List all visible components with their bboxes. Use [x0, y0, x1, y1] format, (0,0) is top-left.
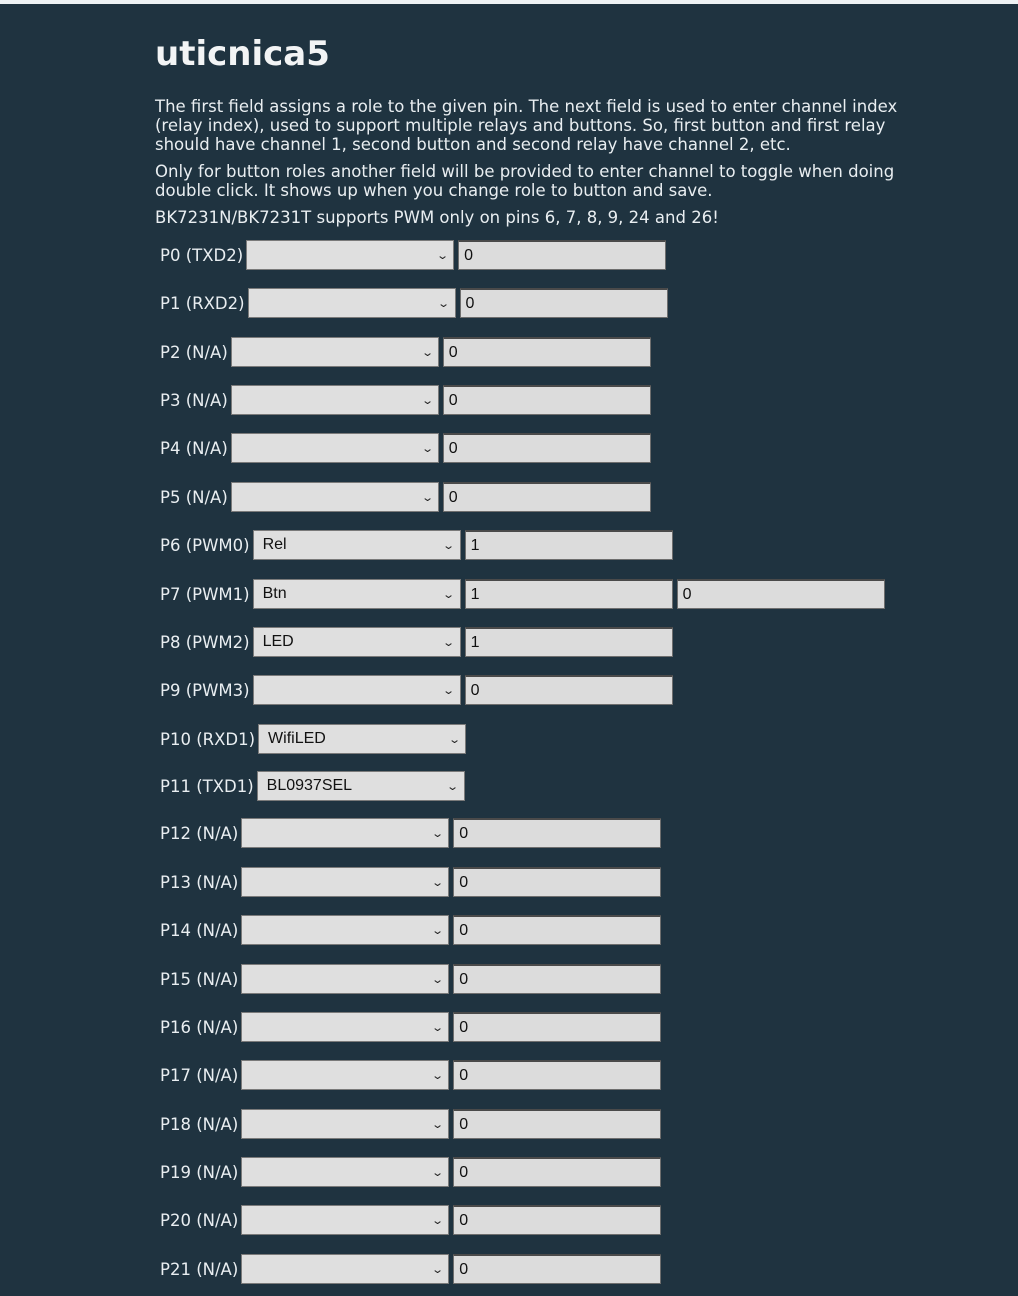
pin-row-p12	[160, 818, 665, 848]
chevron-down-icon: ⌄	[437, 297, 451, 310]
selected-role: Rel	[262, 536, 287, 553]
pin-label: P15 (N/A)	[160, 969, 239, 989]
pin-role-select[interactable]	[253, 579, 461, 609]
pin-label: P16 (N/A)	[160, 1017, 239, 1037]
chevron-down-icon: ⌄	[420, 491, 434, 504]
pin-role-select[interactable]	[241, 1109, 449, 1139]
pin-channel-input[interactable]: 0	[453, 1109, 661, 1139]
selected-role: WifiLED	[268, 730, 326, 747]
pin-label: P19 (N/A)	[160, 1162, 239, 1182]
pin-channel-input[interactable]: 0	[458, 240, 666, 270]
pin-role-select[interactable]	[241, 1205, 449, 1235]
pin-channel-input[interactable]: 0	[453, 915, 661, 945]
chevron-down-icon: ⌄	[431, 1069, 445, 1082]
pin-row-p7	[160, 579, 889, 609]
pin-label: P20 (N/A)	[160, 1210, 239, 1230]
pin-role-select[interactable]	[258, 724, 466, 754]
page-title: uticnica5	[155, 34, 330, 74]
pin-channel-input[interactable]: 0	[443, 433, 651, 463]
pin-row-p6	[160, 530, 677, 560]
pin-role-select[interactable]	[231, 482, 439, 512]
pin-label: P17 (N/A)	[160, 1065, 239, 1085]
chevron-down-icon: ⌄	[431, 1214, 445, 1227]
pin-row-p18	[160, 1109, 665, 1139]
pin-row-p16	[160, 1012, 665, 1042]
pin-row-p21	[160, 1254, 665, 1284]
chevron-down-icon: ⌄	[431, 973, 445, 986]
pin-label: P8 (PWM2)	[160, 632, 250, 652]
pin-label: P4 (N/A)	[160, 438, 228, 458]
pin-row-p8	[160, 627, 677, 657]
pin-role-select[interactable]	[231, 385, 439, 415]
pin-channel-input[interactable]: 0	[453, 964, 661, 994]
pin-channel-input[interactable]: 0	[460, 288, 668, 318]
chevron-down-icon: ⌄	[442, 636, 456, 649]
pin-role-select[interactable]	[241, 915, 449, 945]
pin-row-p2	[160, 337, 655, 367]
chevron-down-icon: ⌄	[442, 684, 456, 697]
selected-role: BL0937SEL	[266, 777, 353, 794]
pin-role-select[interactable]	[257, 771, 465, 801]
selected-role: LED	[262, 633, 294, 650]
pin-label: P6 (PWM0)	[160, 535, 250, 555]
pin-role-select[interactable]	[231, 337, 439, 367]
pin-channel-input[interactable]: 0	[443, 482, 651, 512]
pin-label: P14 (N/A)	[160, 920, 239, 940]
pin-role-select[interactable]	[246, 240, 454, 270]
chevron-down-icon: ⌄	[436, 249, 449, 262]
pin-role-select[interactable]	[253, 530, 461, 560]
chevron-down-icon: ⌄	[442, 588, 456, 601]
pin-label: P5 (N/A)	[160, 487, 228, 507]
intro-paragraph-roles: The first field assigns a role to the given pin. The next field is used to enter channel index (relay index), used to support multiple relays and buttons. So, first button and first relay should have channel 1, second button and second relay have channel 2, etc.	[155, 97, 898, 154]
pin-label: P21 (N/A)	[160, 1259, 239, 1279]
pin-label: P2 (N/A)	[160, 342, 228, 362]
chevron-down-icon: ⌄	[431, 1263, 445, 1276]
intro-paragraph-pwm: BK7231N/BK7231T supports PWM only on pins 6, 7, 8, 9, 24 and 26!	[155, 208, 719, 227]
pin-row-p9	[160, 675, 677, 705]
pin-row-p0	[160, 240, 670, 270]
pin-row-p13	[160, 867, 665, 897]
pin-channel-input[interactable]: 0	[453, 1205, 661, 1235]
pin-channel-input[interactable]: 0	[443, 337, 651, 367]
pin-role-select[interactable]	[248, 288, 456, 318]
pin-role-select[interactable]	[241, 867, 449, 897]
chevron-down-icon: ⌄	[431, 1118, 445, 1131]
chevron-down-icon: ⌄	[431, 924, 445, 937]
pin-row-p1	[160, 288, 672, 318]
chevron-down-icon: ⌄	[420, 442, 434, 455]
pin-channel-input[interactable]: 0	[453, 1012, 661, 1042]
pin-role-select[interactable]	[231, 433, 439, 463]
pin-channel-input[interactable]: 0	[443, 385, 651, 415]
pin-row-p11	[160, 771, 469, 801]
chevron-down-icon: ⌄	[420, 394, 434, 407]
pin-channel-input[interactable]: 1	[465, 530, 673, 560]
pin-label: P1 (RXD2)	[160, 293, 245, 313]
intro-paragraph-double-click: Only for button roles another field will be provided to enter channel to toggle when doing double click. It shows up when you change role to button and save.	[155, 162, 895, 200]
pin-label: P9 (PWM3)	[160, 680, 250, 700]
pin-row-p19	[160, 1157, 665, 1187]
pin-double-click-channel-input[interactable]: 0	[677, 579, 885, 609]
pin-label: P0 (TXD2)	[160, 245, 244, 265]
pin-role-select[interactable]	[241, 1254, 449, 1284]
pin-row-p5	[160, 482, 655, 512]
pin-row-p15	[160, 964, 665, 994]
chevron-down-icon: ⌄	[431, 827, 445, 840]
pin-role-select[interactable]	[241, 1012, 449, 1042]
pin-label: P7 (PWM1)	[160, 584, 250, 604]
pin-row-p4	[160, 433, 655, 463]
chevron-down-icon: ⌄	[431, 1166, 445, 1179]
pin-channel-input[interactable]: 0	[453, 818, 661, 848]
pin-label: P13 (N/A)	[160, 872, 239, 892]
chevron-down-icon: ⌄	[442, 539, 456, 552]
pin-role-select[interactable]	[241, 1060, 449, 1090]
pin-channel-input[interactable]: 0	[453, 1254, 661, 1284]
pin-label: P10 (RXD1)	[160, 729, 256, 749]
pin-role-select[interactable]	[241, 1157, 449, 1187]
pin-channel-input[interactable]: 0	[465, 675, 673, 705]
pin-row-p3	[160, 385, 655, 415]
pin-label: P11 (TXD1)	[160, 776, 254, 796]
pin-label: P3 (N/A)	[160, 390, 228, 410]
pin-role-select[interactable]	[253, 627, 461, 657]
pin-row-p10	[160, 724, 470, 754]
pin-row-p20	[160, 1205, 665, 1235]
pin-channel-input[interactable]: 0	[453, 867, 661, 897]
chevron-down-icon: ⌄	[431, 1021, 445, 1034]
pin-channel-input[interactable]: 0	[453, 1060, 661, 1090]
pin-label: P12 (N/A)	[160, 823, 239, 843]
selected-role: Btn	[262, 585, 287, 602]
pin-role-select[interactable]	[241, 818, 449, 848]
pin-label: P18 (N/A)	[160, 1114, 239, 1134]
chevron-down-icon: ⌄	[447, 733, 461, 746]
pin-role-select[interactable]	[241, 964, 449, 994]
pin-row-p17	[160, 1060, 665, 1090]
pin-channel-input[interactable]: 1	[465, 627, 673, 657]
pin-role-select[interactable]	[253, 675, 461, 705]
pin-channel-input[interactable]: 0	[453, 1157, 661, 1187]
chevron-down-icon: ⌄	[420, 346, 434, 359]
chevron-down-icon: ⌄	[446, 780, 460, 793]
pin-channel-input[interactable]: 1	[465, 579, 673, 609]
chevron-down-icon: ⌄	[431, 876, 445, 889]
pin-row-p14	[160, 915, 665, 945]
